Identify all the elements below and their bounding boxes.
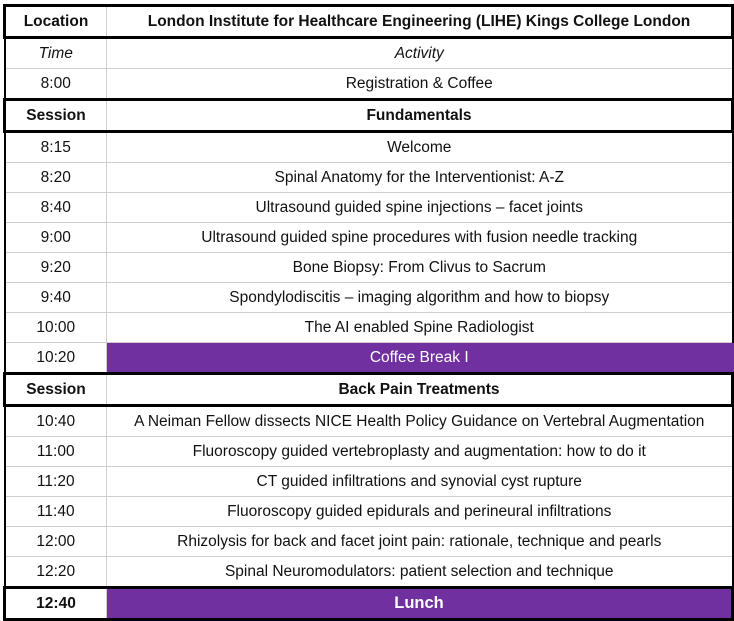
activity-cell: Spinal Neuromodulators: patient selection and technique [107,557,733,588]
activity-cell: Welcome [107,132,733,163]
time-cell: 9:20 [5,253,107,283]
activity-cell: A Neiman Fellow dissects NICE Health Policy Guidance on Vertebral Augmentation [107,406,733,437]
time-cell: 12:20 [5,557,107,588]
activity-cell: Registration & Coffee [107,69,733,100]
coffee-break-cell: Coffee Break I [107,343,733,374]
session-title: Fundamentals [107,100,733,132]
session-label: Session [5,100,107,132]
time-cell: 8:20 [5,163,107,193]
session-header-row [5,374,733,406]
table-row [5,163,733,193]
time-cell: 8:00 [5,69,107,100]
time-cell: 11:20 [5,467,107,497]
activity-cell: The AI enabled Spine Radiologist [107,313,733,343]
time-column-header: Time [5,38,107,69]
time-cell: 9:40 [5,283,107,313]
table-row [5,406,733,437]
time-cell: 11:00 [5,437,107,467]
venue-name: London Institute for Healthcare Engineering (LIHE) Kings College London [107,6,733,38]
lunch-cell: Lunch [107,588,733,620]
agenda-table [3,4,734,621]
activity-cell: Bone Biopsy: From Clivus to Sacrum [107,253,733,283]
subheader-row [5,38,733,69]
activity-cell: Fluoroscopy guided epidurals and perineural infiltrations [107,497,733,527]
header-row [5,6,733,38]
session-label: Session [5,374,107,406]
table-row [5,69,733,100]
table-row [5,132,733,163]
activity-cell: CT guided infiltrations and synovial cyst rupture [107,467,733,497]
activity-cell: Spondylodiscitis – imaging algorithm and how to biopsy [107,283,733,313]
table-row [5,467,733,497]
table-row [5,437,733,467]
session-header-row [5,100,733,132]
table-row [5,527,733,557]
time-cell: 10:00 [5,313,107,343]
activity-cell: Ultrasound guided spine injections – facet joints [107,193,733,223]
location-label: Location [5,6,107,38]
lunch-row [5,588,733,620]
time-cell: 10:20 [5,343,107,374]
activity-cell: Rhizolysis for back and facet joint pain: rationale, technique and pearls [107,527,733,557]
session-title: Back Pain Treatments [107,374,733,406]
table-row [5,223,733,253]
activity-cell: Fluoroscopy guided vertebroplasty and augmentation: how to do it [107,437,733,467]
activity-cell: Ultrasound guided spine procedures with fusion needle tracking [107,223,733,253]
table-row [5,313,733,343]
table-row [5,557,733,588]
table-row [5,283,733,313]
time-cell: 9:00 [5,223,107,253]
table-row [5,497,733,527]
time-cell: 8:15 [5,132,107,163]
time-cell: 12:00 [5,527,107,557]
break-row [5,343,733,374]
table-row [5,193,733,223]
table-row [5,253,733,283]
time-cell: 12:40 [5,588,107,620]
time-cell: 8:40 [5,193,107,223]
time-cell: 11:40 [5,497,107,527]
time-cell: 10:40 [5,406,107,437]
activity-column-header: Activity [107,38,733,69]
activity-cell: Spinal Anatomy for the Interventionist: A-Z [107,163,733,193]
